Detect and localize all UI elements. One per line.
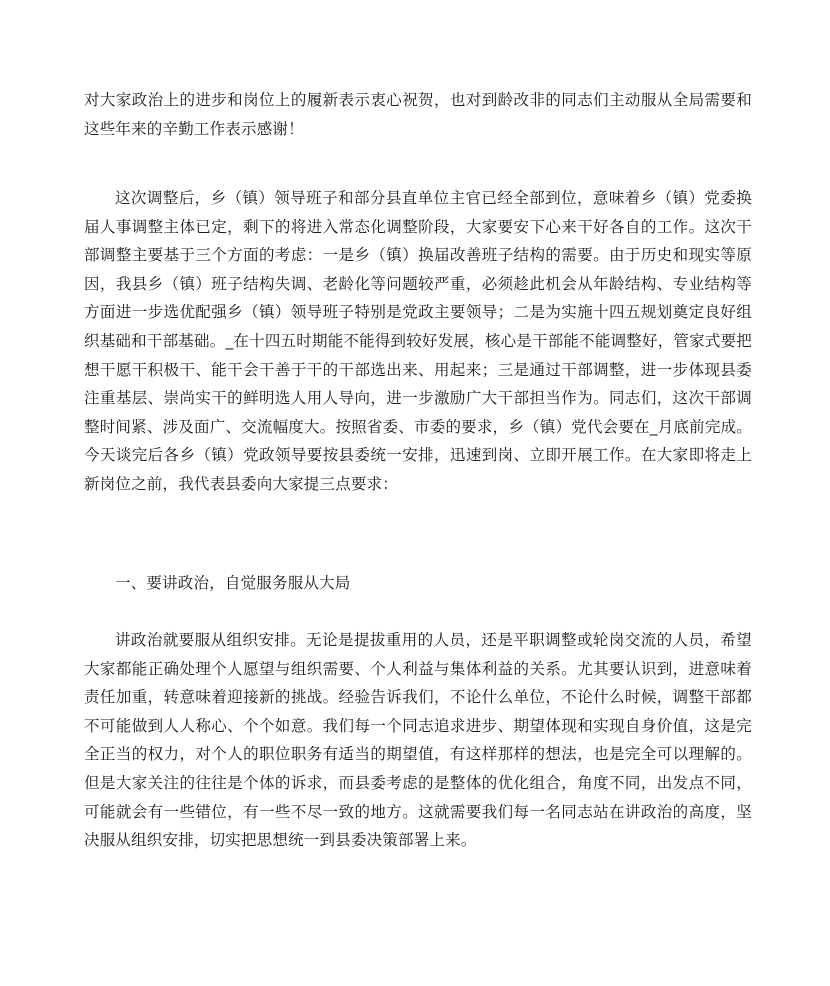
paragraph-adjustment-reasons: 这次调整后，乡（镇）领导班子和部分县直单位主官已经全部到位，意味着乡（镇）党委换届人事调整主体已定，剩下的将进入常态化调整阶段，大家要安下心来干好各自的工作。这次干部调整主要基于三个方面的考虑：一是乡（镇）换届改善班子结构的需要。由于历史和现实等原因，我县乡（镇）班子结构失调、老龄化等问题较严重，必须趁此机会从年龄结构、专业结构等方面进一步选优配强乡（镇）领导班子特别是党政主要领导；二是为实施十四五规划奠定良好组织基础和干部基础。_在十四五时期能不能得到较好发展，核心是干部能不能调整好，管家式要把想干愿干积极干、能干会干善于干的干部选出来、用起来；三是通过干部调整，进一步体现县委注重基层、崇尚实干的鲜明选人用人导向，进一步激励广大干部担当作为。同志们，这次干部调整时间紧、涉及面广、交流幅度大。按照省委、市委的要求，乡（镇）党代会要在_月底前完成。今天谈完后各乡（镇）党政领导要按县委统一安排，迅速到岗、立即开展工作。在大家即将走上新岗位之前，我代表县委向大家提三点要求：: [84, 189, 752, 493]
paragraph-congratulations: 对大家政治上的进步和岗位上的履新表示衷心祝贺，也对到龄改非的同志们主动服从全局需要和这些年来的辛勤工作表示感谢！: [84, 91, 752, 138]
paragraph-obey-organization: 讲政治就要服从组织安排。无论是提拔重用的人员，还是平职调整或轮岗交流的人员，希望大家都能正确处理个人愿望与组织需要、个人利益与集体利益的关系。尤其要认识到，进意味着责任加重，转意味着迎接新的挑战。经验告诉我们，不论什么单位，不论什么时候，调整干部都不可能做到人人称心、个个如意。我们每一个同志追求进步、期望体现和实现自身价值，这是完全正当的权力，对个人的职位职务有适当的期望值，有这样那样的想法，也是完全可以理解的。但是大家关注的往往是个体的诉求，而县委考虑的是整体的优化组合，角度不同，出发点不同，可能就会有一些错位，有一些不尽一致的地方。这就需要我们每一名同志站在讲政治的高度，坚决服从组织安排，切实把思想统一到县委决策部署上来。: [84, 631, 752, 850]
section-heading-politics: 一、要讲政治，自觉服务服从大局: [115, 574, 351, 592]
